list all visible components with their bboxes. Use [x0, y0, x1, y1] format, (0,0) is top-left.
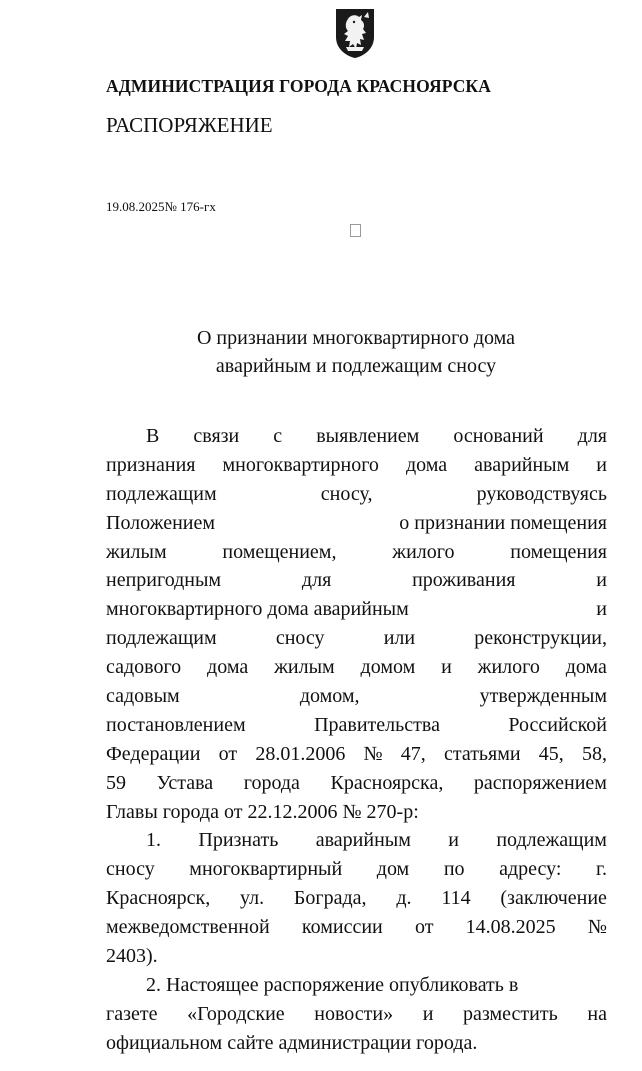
body-word: постановлением — [106, 713, 246, 736]
coat-of-arms-logo — [334, 7, 376, 59]
body-line — [106, 798, 607, 827]
body-line — [106, 942, 607, 971]
document-number: № 176-гх — [164, 199, 216, 214]
body-word: Красноярск, — [106, 887, 211, 910]
body-word: непригодным — [106, 569, 222, 592]
body-word: проживания — [412, 569, 516, 592]
body-line — [106, 451, 607, 480]
body-word: сносу, — [320, 482, 373, 505]
body-word: Признать — [198, 829, 279, 852]
body-word: садового — [106, 656, 182, 679]
body-word: от — [414, 916, 434, 939]
body-word: или — [383, 627, 416, 650]
body-word: 2403). — [106, 945, 158, 968]
body-word: для — [301, 569, 332, 592]
body-word: Федерации — [106, 742, 201, 765]
body-word: Красноярска, — [330, 771, 444, 794]
body-word: подлежащим — [496, 829, 607, 852]
body-word: утвержденным — [479, 685, 607, 708]
body-line — [106, 1029, 607, 1058]
body-word: 59 — [106, 771, 126, 794]
body-word: подлежащим — [106, 627, 217, 650]
body-word: домом, — [299, 685, 360, 708]
document-title — [106, 324, 606, 380]
body-word: аварийным — [474, 453, 570, 476]
body-word: 1. — [146, 829, 161, 852]
body-word: и — [422, 1002, 434, 1025]
body-word: связи — [193, 425, 240, 447]
body-word: подлежащим — [106, 482, 217, 505]
body-word: (заключение — [500, 887, 607, 910]
body-word: и — [441, 656, 452, 679]
body-word: многоквартирного — [222, 453, 379, 476]
body-word: 45, — [538, 742, 564, 765]
body-word: новости» — [314, 1002, 394, 1025]
body-line — [106, 971, 607, 1000]
body-line — [106, 1000, 607, 1029]
body-word: выявлением — [316, 425, 420, 447]
body-word: руководствуясь — [476, 482, 607, 505]
body-line — [106, 566, 607, 595]
body-word: жилым — [274, 656, 335, 679]
body-line — [106, 624, 607, 653]
body-word: садовым — [106, 685, 180, 708]
body-word: 47, — [400, 742, 426, 765]
body-line — [106, 769, 607, 798]
body-line — [106, 740, 607, 769]
body-word: статьями — [443, 742, 521, 765]
body-word: многоквартирный — [189, 858, 343, 881]
body-word: Главы города от 22.12.2006 № 270-р: — [106, 800, 419, 823]
body-word: ул. — [240, 887, 265, 910]
body-word: «Городские — [187, 1002, 285, 1025]
body-word: комиссии — [301, 916, 383, 939]
body-line — [106, 595, 607, 624]
body-word: жилого — [392, 540, 455, 563]
body-word: Правительства — [314, 713, 440, 736]
document-date: 19.08.2025 — [106, 199, 165, 214]
body-word: № — [587, 916, 607, 939]
body-line — [106, 509, 607, 538]
body-word: реконструкции, — [474, 627, 607, 650]
document-type: РАСПОРЯЖЕНИЕ — [106, 113, 273, 137]
body-word: помещением, — [222, 540, 337, 563]
body-word: № — [363, 742, 383, 765]
body-word: 14.08.2025 — [465, 916, 556, 939]
checkbox-icon — [350, 224, 361, 237]
body-word: распоряжением — [473, 771, 607, 794]
body-word: дома — [565, 656, 607, 679]
body-word: и — [596, 598, 607, 621]
body-word: Устава — [156, 771, 214, 794]
body-word: жилым — [106, 540, 167, 563]
body-word: города — [243, 771, 300, 794]
body-word: адресу: — [499, 858, 562, 881]
body-line — [106, 422, 607, 451]
body-word: признания — [106, 453, 196, 476]
body-word: помещения — [510, 540, 607, 563]
body-word: о признании помещения — [399, 511, 607, 534]
body-word: и — [596, 569, 607, 592]
title-line: аварийным и подлежащим сносу — [215, 355, 497, 377]
body-word: сносу — [275, 627, 325, 650]
body-line — [106, 711, 607, 740]
body-line — [106, 884, 607, 913]
body-word: Российской — [508, 713, 607, 736]
body-word: 2. Настоящее распоряжение опубликовать в — [146, 973, 519, 996]
body-word: д. — [396, 887, 412, 910]
body-word: аварийным — [315, 829, 411, 852]
body-word: жилого — [477, 656, 540, 679]
body-word: дома — [207, 656, 249, 679]
body-word: от — [218, 742, 238, 765]
body-word: дома — [405, 453, 448, 476]
body-word: с — [273, 425, 283, 447]
body-word: разместить — [463, 1002, 558, 1025]
body-word: сносу — [106, 858, 155, 881]
body-line — [106, 855, 607, 884]
body-word: и — [448, 829, 459, 852]
body-word: межведомственной — [106, 916, 270, 939]
body-line — [106, 653, 607, 682]
body-line — [106, 480, 607, 509]
body-word: многоквартирного дома аварийным — [106, 598, 409, 621]
body-word: дом — [376, 858, 410, 881]
body-word: на — [587, 1002, 607, 1025]
body-line — [106, 826, 607, 855]
body-word: домом — [360, 656, 416, 679]
title-line: О признании многоквартирного дома — [196, 327, 516, 349]
body-word: Бограда, — [293, 887, 367, 910]
document-date-number — [106, 199, 216, 215]
body-word: г. — [596, 858, 607, 881]
body-word: Положением — [106, 511, 216, 534]
body-word: газете — [106, 1002, 158, 1025]
body-word: 58, — [581, 742, 607, 765]
body-word: для — [577, 425, 607, 447]
body-word: В — [146, 425, 160, 447]
organization-name: АДМИНИСТРАЦИЯ ГОРОДА КРАСНОЯРСКА — [106, 76, 491, 96]
body-word: оснований — [453, 425, 544, 447]
body-word: 114 — [441, 887, 471, 910]
document-body — [106, 422, 607, 1058]
body-line — [106, 682, 607, 711]
body-word: и — [596, 453, 607, 476]
body-word: по — [443, 858, 465, 881]
body-word: официальном сайте администрации города. — [106, 1031, 478, 1054]
body-line — [106, 913, 607, 942]
body-word: 28.01.2006 — [255, 742, 346, 765]
body-line — [106, 538, 607, 567]
